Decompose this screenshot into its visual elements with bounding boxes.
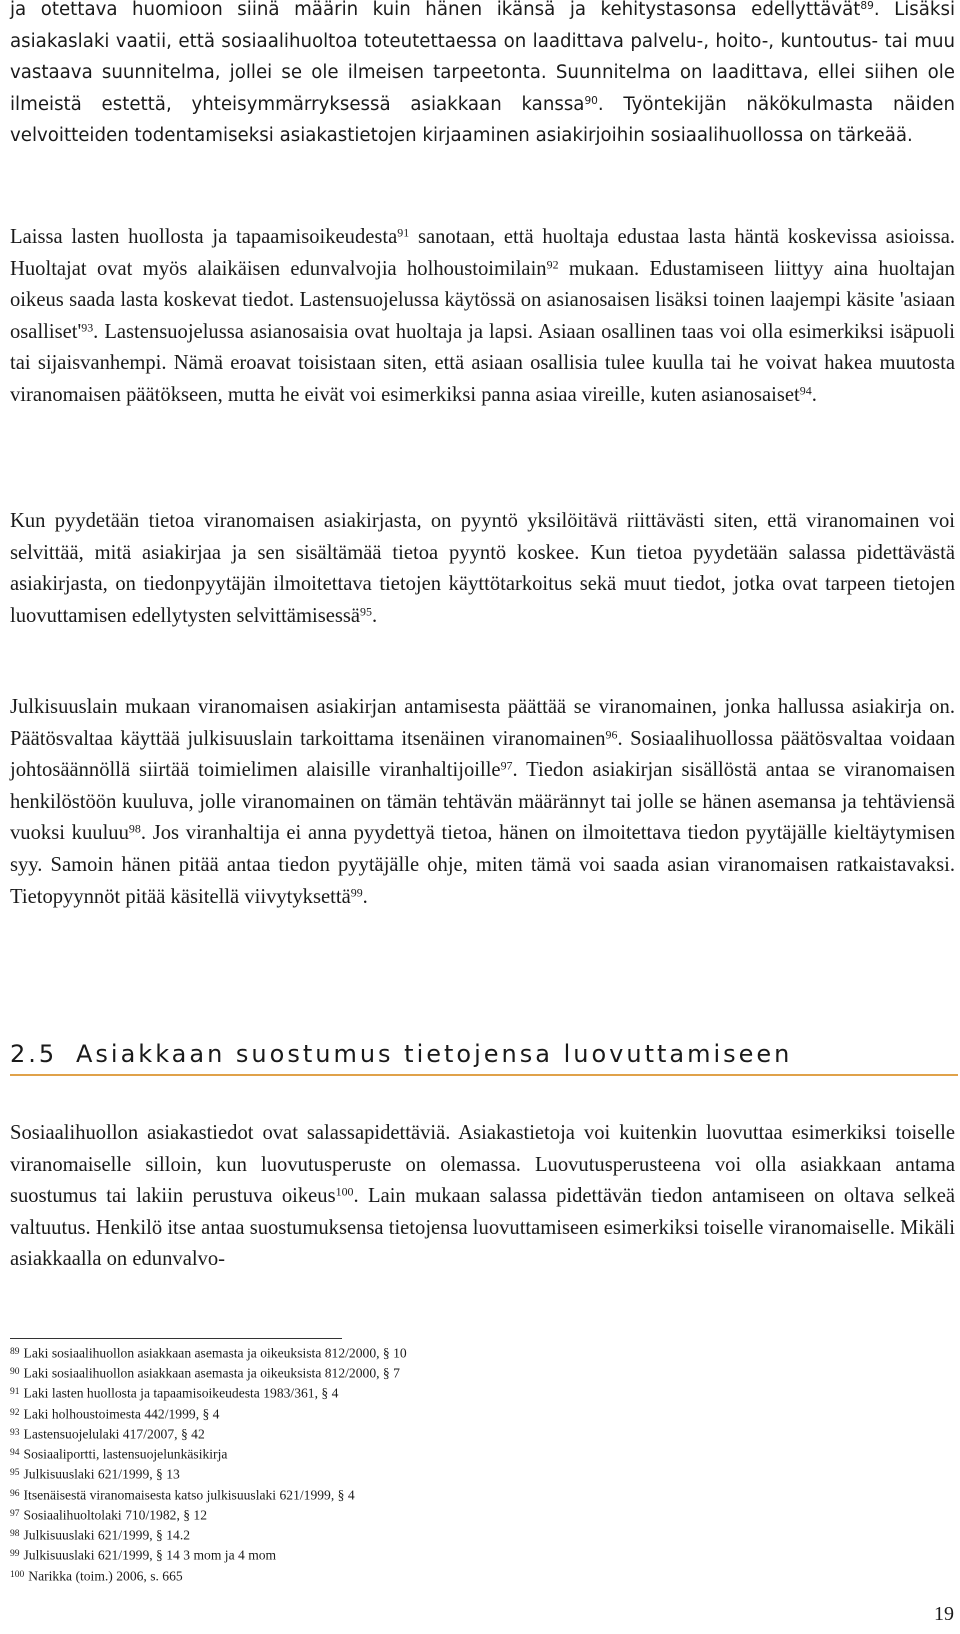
footnote-item [10,1343,407,1363]
section-title: Asiakkaan suostumus tietojensa luovuttamiseen [76,1040,793,1068]
paragraph-text: . [811,383,817,406]
footnote-text: Itsenäisestä viranomaisesta katso julkisuuslaki 621/1999, § 4 [23,1486,355,1502]
footnote-ref[interactable]: 92 [546,257,559,272]
footnote-ref[interactable]: 89 [860,0,874,13]
page-number: 19 [934,1603,954,1625]
paragraph [10,222,955,412]
footnote-ref[interactable]: 93 [81,320,94,335]
paragraph-text: sanotaan, että huoltaja edustaa lasta häntä koskevissa asioissa. Huoltajat ovat myös alaikäisen edunvalvojia holhoustoimilain [10,226,955,280]
footnote-ref[interactable]: 97 [500,758,513,773]
footnote-ref[interactable]: 100 [335,1184,354,1199]
paragraph-text: . Lisäksi asiakaslaki vaatii, että sosiaalihuoltoa toteutettaessa on laadittava palvelu-, hoito-, kuntoutus- tai muu vastaava suunnitelma, jollei se ole ilmeisen tarpeetonta. Suunnitelma on laadittava, ellei siihen ole ilmeistä estettä, yhteisymmärryksessä asiakkaan kanssa [10,0,955,115]
footnote-text: Laki sosiaalihuollon asiakkaan asemasta ja oikeuksista 812/2000, § 7 [23,1365,400,1381]
footnote-text: Julkisuuslaki 621/1999, § 14.2 [23,1527,191,1543]
paragraph-text: Laissa lasten huollosta ja tapaamisoikeudesta [10,226,398,248]
paragraph-text: . Lastensuojelussa asianosaisia ovat huoltaja ja lapsi. Asiaan osallinen taas voi olla esimerkiksi isäpuoli tai sijaisvanhempi. Nämä eroavat toisistaan siten, että asiaan osallisia tulee kuulla tai he voivat hakea muutosta viranomaisen päätökseen, mutta he eivät voi esimerkiksi panna asiaa vireille, kuten asianosaiset [10,320,955,406]
footnote-ref[interactable]: 99 [350,885,363,899]
paragraph [10,692,955,913]
footnote-ref[interactable]: 96 [605,727,618,742]
footnote-number: 99 [10,1549,20,1560]
paragraph-text: mukaan. Edustamiseen liittyy aina huoltajan oikeus saada lasta koskevat tiedot. Lastensuojelussa käytössä on asianosaisen lisäksi toinen laajempi käsite 'asiaan osalliset' [10,257,955,343]
footnote-ref[interactable]: 95 [360,604,372,619]
paragraph-text: . Sosiaalihuollossa päätösvaltaa voidaan johtosäännöllä siirtää toimielimen alaisille viranhaltijoille [10,727,955,782]
paragraph-text: . Tiedon asiakirjan sisällöstä antaa se viranomaisen henkilöstöön kuuluva, jolle viranomainen on tämän tehtävän määrännyt tai jolle se hänen asemansa ja tehtäviensä vuoksi kuuluu [10,759,955,845]
footnote-number: 100 [10,1569,25,1580]
paragraph-text: Sosiaalihuollon asiakastiedot ovat salassapidettäviä. Asiakastietoja voi kuitenkin luovuttaa esimerkiksi toiselle viranomaiselle silloin, kun luovutusperuste on olemassa. Luovutusperusteena voi olla asiakkaan antama suostumus tai lakiin perustuva oikeus [10,1122,955,1208]
footnote-item [10,1566,407,1586]
footnote-number: 95 [10,1468,20,1479]
footnote-number: 90 [10,1367,20,1378]
footnote-item [10,1444,407,1464]
footnote-text: Lastensuojelulaki 417/2007, § 42 [23,1426,205,1442]
footnote-number: 98 [10,1529,20,1540]
paragraph [10,506,955,632]
footnote-item [10,1485,407,1505]
paragraph-text: ja otettava huomioon siinä määrin kuin hänen ikänsä ja kehitystasonsa edellyttävät [10,0,861,20]
footnote-number: 93 [10,1427,20,1438]
section-number: 2.5 [10,1040,58,1068]
footnote-item [10,1545,407,1565]
footnote-text: Julkisuuslaki 621/1999, § 13 [23,1466,180,1482]
footnote-number: 89 [10,1347,20,1357]
footnote-item [10,1464,407,1484]
paragraph-text: Julkisuuslain mukaan viranomaisen asiakirjan antamisesta päättää se viranomainen, jonka hallussa asiakirja on. Päätösvaltaa käyttää julkisuuslain tarkoittama itsenäinen viranomainen [10,696,955,750]
footnote-item [10,1404,407,1424]
footnote-divider [10,1338,342,1339]
paragraph-text: . [371,604,378,627]
footnote-ref[interactable]: 98 [128,821,141,836]
footnote-item [10,1363,407,1383]
footnote-item [10,1383,407,1403]
paragraph-text: . Lain mukaan salassa pidettävän tiedon antamiseen on oltava selkeä valtuutus. Henkilö itse antaa suostumuksensa tietojensa luovuttamiseen esimerkiksi toiselle viranomaiselle. Mikäli asiakkaalla on edunvalvo- [10,1185,955,1271]
paragraph-text: . [362,885,368,908]
paragraph-text: . Työntekijän näkökulmasta näiden velvoitteiden todentamiseksi asiakastietojen kirjaaminen asiakirjoihin sosiaalihuollossa on tärkeää. [10,93,955,147]
footnote-text: Laki lasten huollosta ja tapaamisoikeudesta 1983/361, § 4 [23,1385,339,1401]
footnote-text: Laki sosiaalihuollon asiakkaan asemasta ja oikeuksista 812/2000, § 10 [23,1345,407,1361]
footnote-number: 97 [10,1508,20,1519]
footnote-number: 92 [10,1407,20,1418]
paragraph [10,0,955,152]
footnote-list [10,1343,407,1586]
footnote-text: Sosiaaliportti, lastensuojelunkäsikirja [23,1446,228,1462]
footnote-number: 91 [10,1387,20,1398]
section-heading [10,1040,958,1076]
footnote-text: Julkisuuslaki 621/1999, § 14 3 mom ja 4 mom [23,1547,277,1563]
footnote-ref[interactable]: 94 [799,383,812,398]
footnote-number: 94 [10,1448,20,1459]
footnote-item [10,1505,407,1525]
footnote-number: 96 [10,1488,20,1499]
footnote-ref[interactable]: 90 [584,94,598,107]
footnote-item [10,1525,407,1545]
paragraph [10,1118,955,1276]
paragraph-text: . Jos viranhaltija ei anna pyydettyä tietoa, hänen on ilmoitettava tiedon pyytäjälle kieltäytymisen syy. Samoin hänen pitää antaa tiedon pyytäjälle ohje, miten tämä voi saada asian viranomaisen ratkaistavaksi. Tietopyynnöt pitää käsitellä viivytyksettä [10,822,956,908]
footnote-ref[interactable]: 91 [397,225,410,240]
footnote-text: Narikka (toim.) 2006, s. 665 [28,1567,183,1583]
footnote-text: Laki holhoustoimesta 442/1999, § 4 [23,1406,220,1422]
footnote-item [10,1424,407,1444]
paragraph-text: Kun pyydetään tietoa viranomaisen asiakirjasta, on pyyntö yksilöitävä riittävästi siten, että viranomainen voi selvittää, mitä asiakirjaa ja sen sisältämää tietoa pyyntö koskee. Kun tietoa pyydetään salassa pidettävästä asiakirjasta, on tiedonpyytäjän ilmoitettava tietojen käyttötarkoitus sekä muut tiedot, jotka ovat tarpeen tietojen luovuttamisen edellytysten selvittämisessä [10,510,955,627]
footnote-text: Sosiaalihuoltolaki 710/1982, § 12 [23,1507,208,1523]
